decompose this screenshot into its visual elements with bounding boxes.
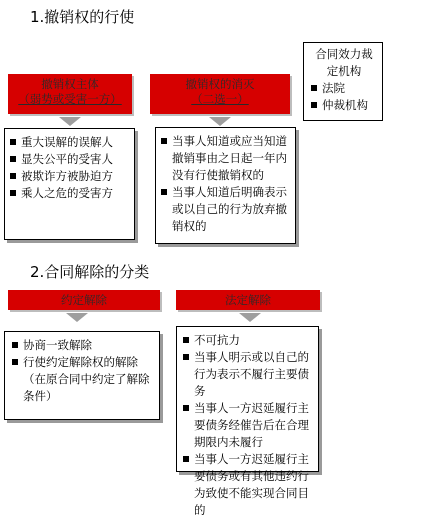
- list-item: 协商一致解除: [11, 337, 153, 354]
- contract-validity-authority-box: [303, 42, 383, 121]
- square-bullet-icon: [183, 456, 189, 462]
- list-item: 乘人之危的受害方: [9, 185, 130, 202]
- square-bullet-icon: [12, 342, 18, 348]
- revocation-extinction-list: [160, 133, 291, 235]
- list-item: 被欺诈方被胁迫方: [9, 168, 130, 185]
- square-bullet-icon: [161, 138, 167, 144]
- square-bullet-icon: [183, 354, 189, 360]
- list-item: 法院: [310, 80, 378, 97]
- list-item: 显失公平的受害人: [9, 151, 130, 168]
- revocation-subject-box: [4, 128, 135, 240]
- agreed-termination-list: [11, 337, 153, 405]
- list-item: 仲裁机构: [310, 97, 378, 114]
- list-item: 当事人一方迟延履行主要债务或有其他违约行为致使不能实现合同目的: [182, 451, 313, 519]
- revocation-subject-label: 撤销权主体 （弱势或受害一方）: [18, 77, 122, 106]
- revocation-subject-list: [9, 134, 130, 202]
- agreed-termination-box: [4, 331, 160, 420]
- square-bullet-icon: [10, 156, 16, 162]
- list-item: 重大误解的误解人: [9, 134, 130, 151]
- list-item: 当事人明示或以自己的行为表示不履行主要债务: [182, 349, 313, 400]
- square-bullet-icon: [161, 189, 167, 195]
- list-item: 不可抗力: [182, 332, 313, 349]
- contract-validity-authority-list: [310, 80, 378, 114]
- list-item: 当事人一方迟延履行主要债务经催告后在合理期限内未履行: [182, 400, 313, 451]
- contract-validity-authority-heading: 合同效力裁定机构: [315, 47, 373, 78]
- square-bullet-icon: [10, 173, 16, 179]
- section2-title: 2.合同解除的分类: [30, 263, 150, 281]
- square-bullet-icon: [12, 359, 18, 365]
- agreed-termination-label: 约定解除: [61, 293, 107, 307]
- revocation-extinction-label: 撤销权的消灭 （二选一）: [185, 77, 255, 106]
- section1-title: 1.撤销权的行使: [30, 8, 135, 26]
- arrow-down-icon: [209, 117, 231, 126]
- statutory-termination-label: 法定解除: [225, 293, 271, 307]
- square-bullet-icon: [10, 190, 16, 196]
- revocation-extinction-box: [155, 127, 296, 244]
- list-item: 当事人知道后明确表示或以自己的行为放弃撤销权的: [160, 184, 291, 235]
- arrow-down-icon: [239, 313, 261, 322]
- arrow-down-icon: [59, 117, 81, 126]
- list-item: 当事人知道或应当知道撤销事由之日起一年内没有行使撤销权的: [160, 133, 291, 184]
- arrow-down-icon: [66, 313, 88, 322]
- list-item: 行使约定解除权的解除（在原合同中约定了解除条件）: [11, 354, 153, 405]
- statutory-termination-list: [182, 332, 313, 519]
- square-bullet-icon: [311, 102, 317, 108]
- square-bullet-icon: [311, 85, 317, 91]
- square-bullet-icon: [10, 139, 16, 145]
- square-bullet-icon: [183, 405, 189, 411]
- square-bullet-icon: [183, 337, 189, 343]
- statutory-termination-box: [176, 326, 319, 517]
